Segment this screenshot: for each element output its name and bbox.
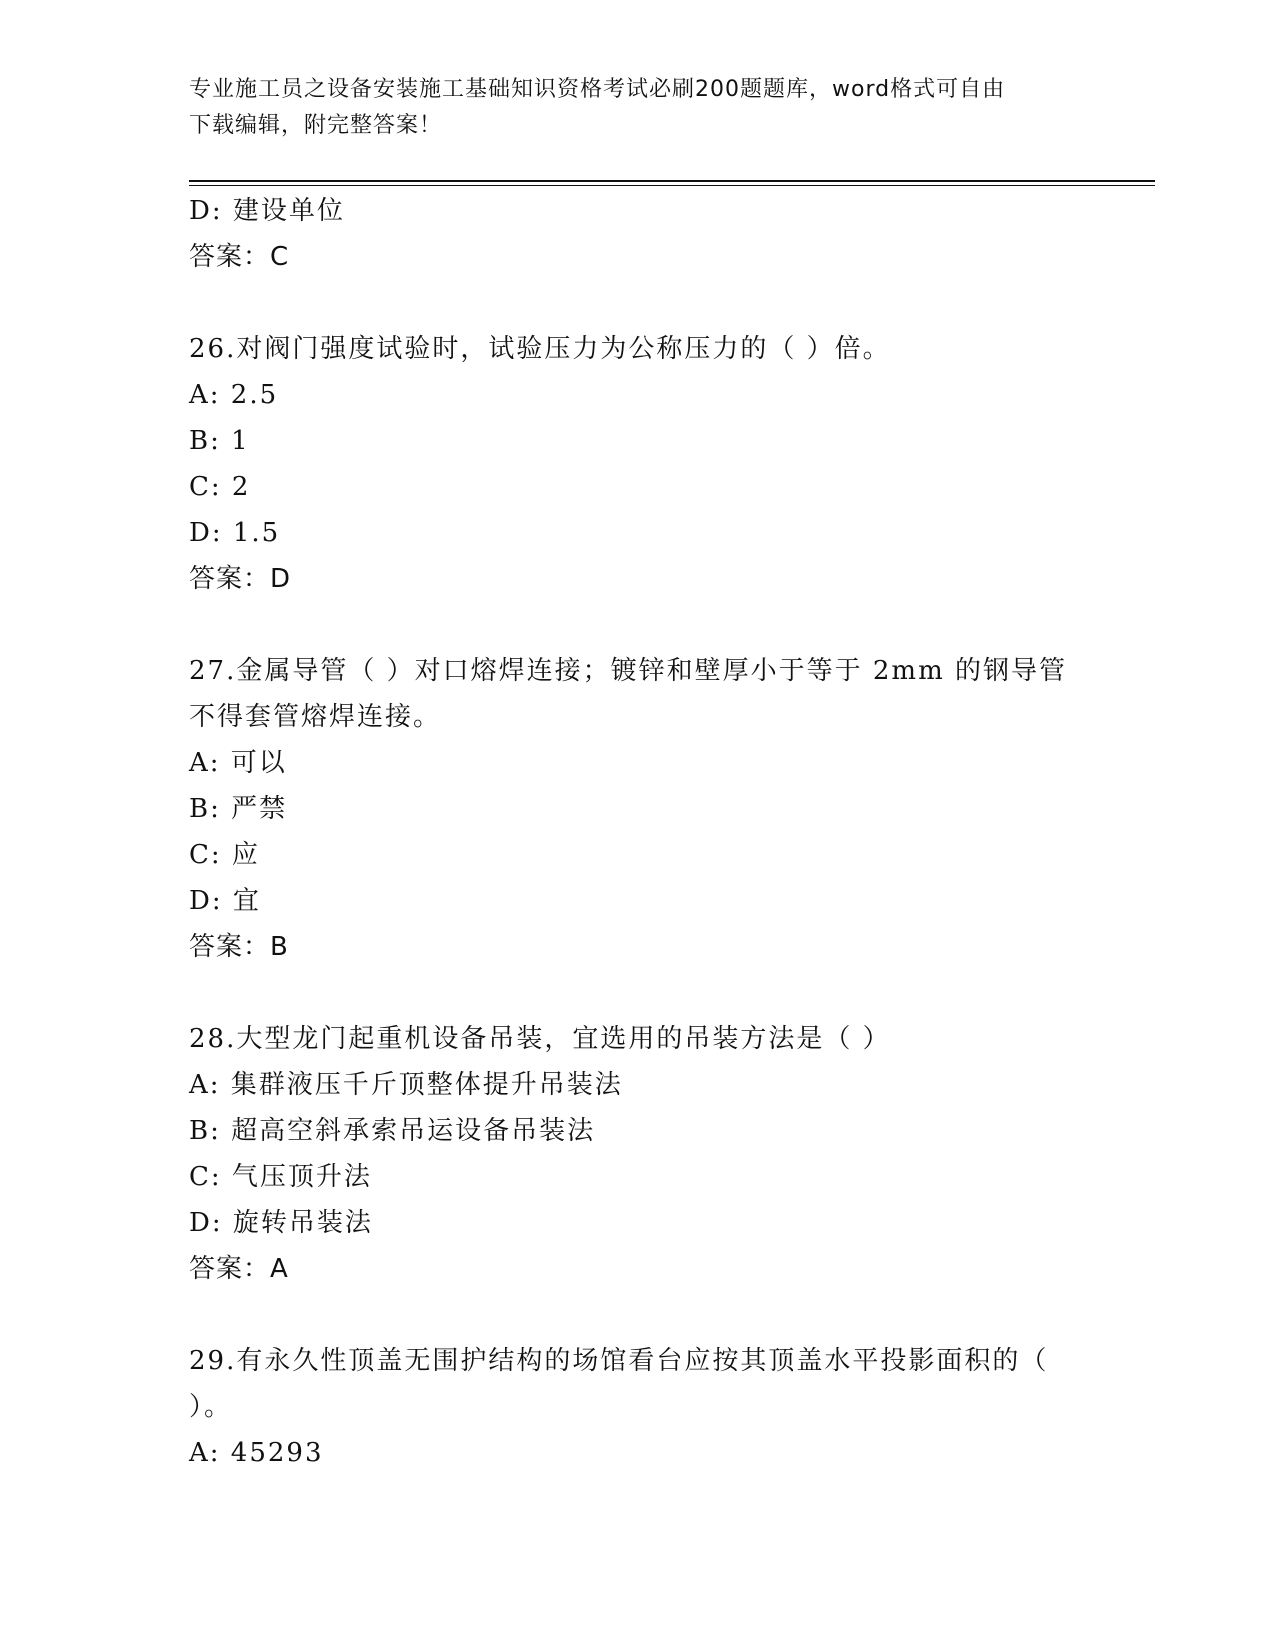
question-stem-line-1: 29.有永久性顶盖无围护结构的场馆看台应按其顶盖水平投影面积的（ bbox=[189, 1346, 1049, 1376]
header-line-2: 下载编辑，附完整答案！ bbox=[189, 113, 443, 138]
option-b: B: 1 bbox=[189, 426, 250, 456]
question-stem-line-1: 27.金属导管（ ）对口熔焊连接；镀锌和壁厚小于等于 2mm 的钢导管 bbox=[189, 656, 1067, 686]
question-stem-line-2: 不得套管熔焊连接。 bbox=[189, 702, 442, 732]
question-29 bbox=[189, 1338, 1089, 1476]
option-a: A: 可以 bbox=[189, 748, 287, 778]
answer-line: 答案：A bbox=[189, 1254, 289, 1284]
option-d: D: 1.5 bbox=[189, 518, 281, 548]
document-header bbox=[189, 72, 1089, 144]
question-stem: 28.大型龙门起重机设备吊装，宜选用的吊装方法是（ ） bbox=[189, 1024, 891, 1054]
spacer bbox=[189, 602, 1089, 648]
answer-line: 答案：B bbox=[189, 932, 289, 962]
spacer bbox=[189, 970, 1089, 1016]
prev-answer: 答案：C bbox=[189, 242, 290, 272]
option-d: D: 旋转吊装法 bbox=[189, 1208, 373, 1238]
option-a: A: 45293 bbox=[189, 1438, 324, 1468]
option-c: C: 应 bbox=[189, 840, 260, 870]
spacer bbox=[189, 1292, 1089, 1338]
question-stem: 26.对阀门强度试验时，试验压力为公称压力的（ ）倍。 bbox=[189, 334, 891, 364]
spacer bbox=[189, 280, 1089, 326]
question-stem-line-2: ）。 bbox=[189, 1392, 233, 1422]
prev-option-d: D: 建设单位 bbox=[189, 196, 345, 226]
question-27 bbox=[189, 648, 1089, 970]
question-content bbox=[189, 188, 1089, 1476]
option-b: B: 超高空斜承索吊运设备吊装法 bbox=[189, 1116, 596, 1146]
question-28 bbox=[189, 1016, 1089, 1292]
header-line-1: 专业施工员之设备安装施工基础知识资格考试必刷200题题库，word格式可自由 bbox=[189, 77, 1006, 102]
question-26 bbox=[189, 326, 1089, 602]
option-a: A: 集群液压千斤顶整体提升吊装法 bbox=[189, 1070, 623, 1100]
option-a: A: 2.5 bbox=[189, 380, 279, 410]
option-b: B: 严禁 bbox=[189, 794, 288, 824]
option-d: D: 宜 bbox=[189, 886, 261, 916]
header-divider-thin bbox=[189, 185, 1155, 186]
option-c: C: 2 bbox=[189, 472, 251, 502]
option-c: C: 气压顶升法 bbox=[189, 1162, 372, 1192]
answer-line: 答案：D bbox=[189, 564, 292, 594]
header-divider-thick bbox=[189, 180, 1155, 182]
